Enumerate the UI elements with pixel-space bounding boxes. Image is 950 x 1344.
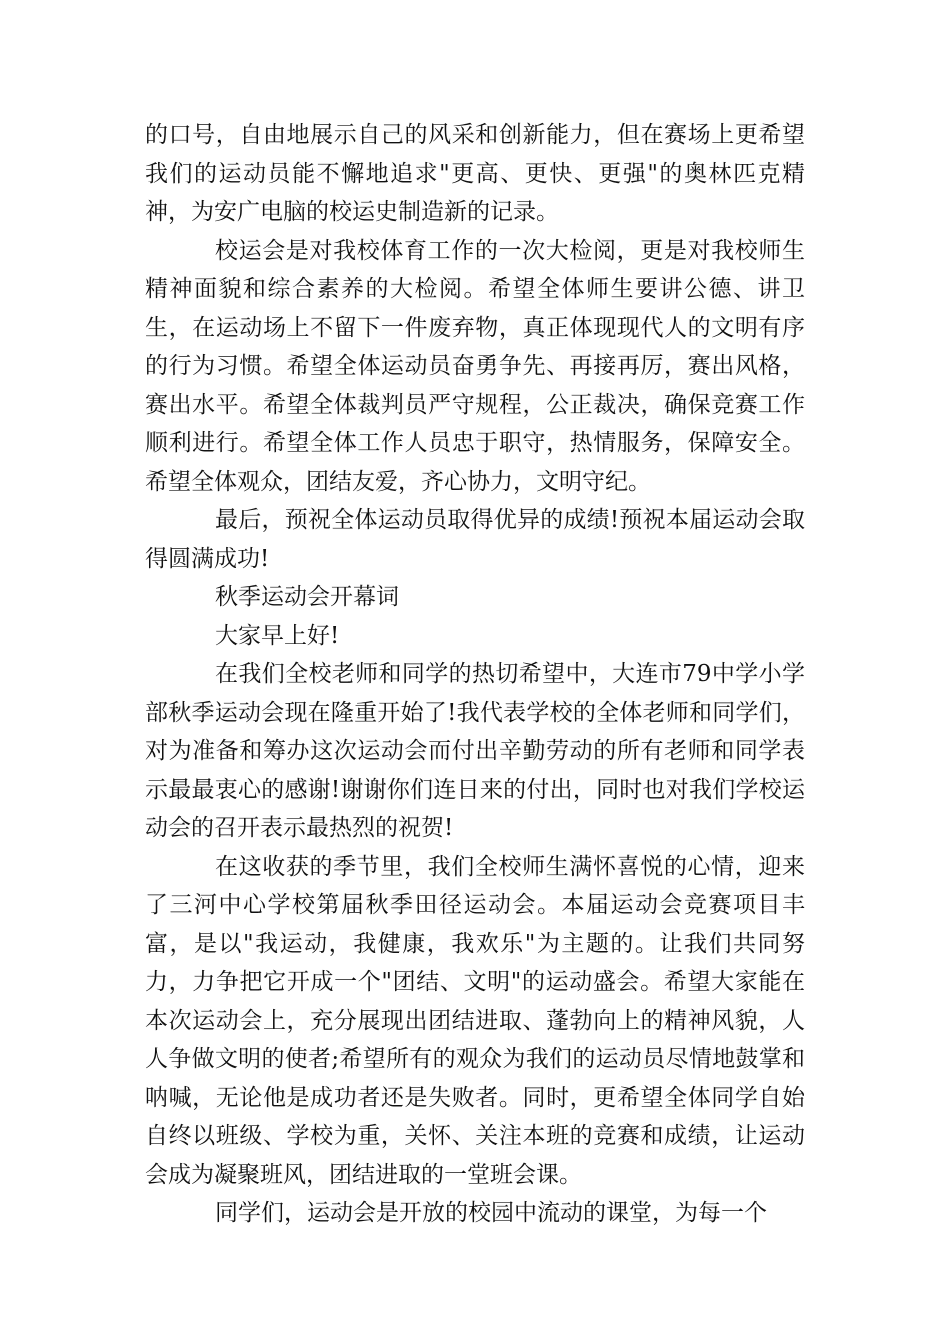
document-body xyxy=(145,116,805,1233)
paragraph: 在我们全校老师和同学的热切希望中，大连市79中学小学部秋季运动会现在隆重开始了!我代表学校的全体老师和同学们，对为准备和筹办这次运动会而付出辛勤劳动的所有老师和同学表示最最衷心的感谢!谢谢你们连日来的付出，同时也对我们学校运动会的召开表示最热烈的祝贺! xyxy=(145,661,805,841)
greeting: 大家早上好! xyxy=(215,622,340,649)
paragraph: 最后，预祝全体运动员取得优异的成绩!预祝本届运动会取得圆满成功! xyxy=(145,507,805,572)
paragraph: 校运会是对我校体育工作的一次大检阅，更是对我校师生精神面貌和综合素养的大检阅。希望全体师生要讲公德、讲卫生，在运动场上不留下一件废弃物，真正体现现代人的文明有序的行为习惯。希望全体运动员奋勇争先、再接再厉，赛出风格，赛出水平。希望全体裁判员严守规程，公正裁决，确保竞赛工作顺利进行。希望全体工作人员忠于职守，热情服务，保障安全。希望全体观众，团结友爱，齐心协力，文明守纪。 xyxy=(145,237,805,495)
paragraph: 在这收获的季节里，我们全校师生满怀喜悦的心情，迎来了三河中心学校第届秋季田径运动会。本届运动会竞赛项目丰富，是以"我运动，我健康，我欢乐"为主题的。让我们共同努力，力争把它开成一个"团结、文明"的运动盛会。希望大家能在本次运动会上，充分展现出团结进取、蓬勃向上的精神风貌，人人争做文明的使者;希望所有的观众为我们的运动员尽情地鼓掌和呐喊，无论他是成功者还是失败者。同时，更希望全体同学自始自终以班级、学校为重，关怀、关注本班的竞赛和成绩，让运动会成为凝聚班风，团结进取的一堂班会课。 xyxy=(145,853,805,1188)
paragraph: 的口号，自由地展示自己的风采和创新能力，但在赛场上更希望我们的运动员能不懈地追求"更高、更快、更强"的奥林匹克精神，为安广电脑的校运史制造新的记录。 xyxy=(145,122,805,225)
section-title: 秋季运动会开幕词 xyxy=(215,584,399,610)
paragraph: 同学们，运动会是开放的校园中流动的课堂，为每一个 xyxy=(215,1200,767,1226)
